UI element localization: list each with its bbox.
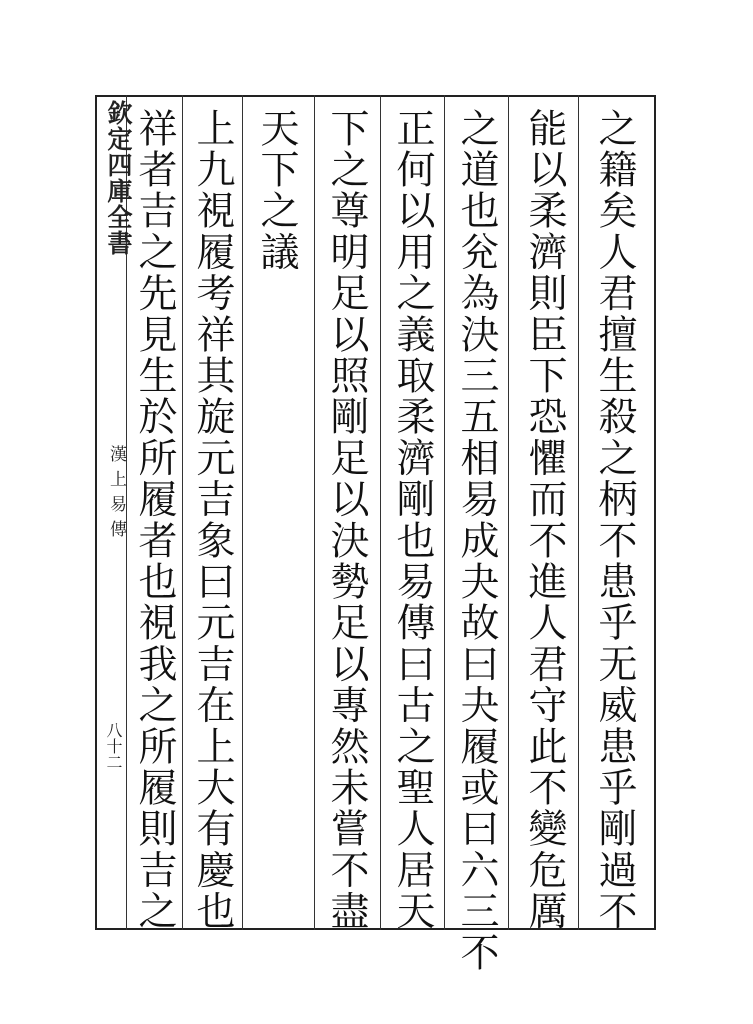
text-column-7: 上九視履考祥其旋元吉象曰元吉在上大有慶也 xyxy=(190,108,235,932)
margin-title: 欽定四庫全書 xyxy=(104,100,133,256)
text-column-2: 能以柔濟則臣下恐懼而不進人君守此不變危厲 xyxy=(522,108,567,932)
text-column-1: 之籍矣人君擅生殺之柄不患乎无威患乎剛過不 xyxy=(592,108,637,932)
margin-folio: 八十二 xyxy=(104,722,123,770)
column-rule xyxy=(578,95,579,930)
column-rule xyxy=(444,95,445,930)
text-column-4: 正何以用之義取柔濟剛也易傳曰古之聖人居天 xyxy=(390,108,435,932)
column-rule xyxy=(380,95,381,930)
page-border xyxy=(95,95,656,974)
text-column-6: 天下之議 xyxy=(254,108,299,273)
margin-juan: 漢上易傳 xyxy=(106,445,126,545)
column-rule xyxy=(182,95,183,930)
column-rule xyxy=(242,95,243,930)
text-column-8: 祥者吉之先見生於所履者也視我之所履則吉之 xyxy=(132,108,177,932)
text-column-5: 下之尊明足以照剛足以決勢足以專然未嘗不盡 xyxy=(324,108,369,932)
column-rule xyxy=(508,95,509,930)
column-rule xyxy=(314,95,315,930)
text-column-3: 之道也兊為決三五相易成夬故曰夬履或曰六三不 xyxy=(454,108,499,974)
